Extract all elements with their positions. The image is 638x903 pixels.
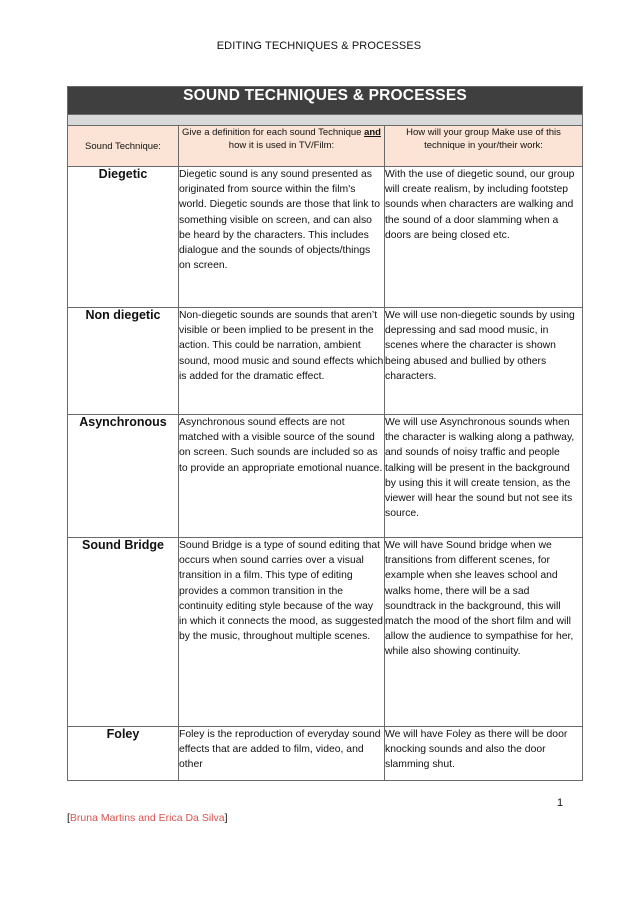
technique-name: Asynchronous: [68, 415, 179, 538]
technique-name: Sound Bridge: [68, 538, 179, 727]
technique-name: Diegetic: [68, 167, 179, 308]
technique-usage: We will use non-diegetic sounds by using depressing and sad mood music, in scenes where the character is shown being abused and bullied by others characters.: [385, 308, 583, 415]
table-spacer-row: [68, 115, 583, 126]
table-row: [68, 415, 583, 538]
table-row: [68, 727, 583, 781]
table-title-row: [68, 87, 583, 115]
technique-usage: We will use Asynchronous sounds when the character is walking along a pathway, and sounds of noisy traffic and people talking will be present in the background by using this it will create tension, as the viewer will hear the sound but not see its source.: [385, 415, 583, 538]
sound-techniques-table: [67, 86, 583, 781]
header-definition-and: and: [364, 127, 381, 138]
table-row: [68, 538, 583, 727]
header-definition-before: Give a definition for each sound Technique: [182, 127, 365, 138]
author-names: Bruna Martins and Erica Da Silva: [69, 812, 225, 824]
footer-bracket-close: ]: [224, 812, 228, 824]
header-definition-after: how it is used in TV/Film:: [228, 140, 335, 151]
column-header-row: [68, 126, 583, 167]
table-row: [68, 167, 583, 308]
technique-usage: We will have Sound bridge when we transitions from different scenes, for example when she leaves school and walks home, there will be a sad soundtrack in the background, this will match the mood of the short film and will allow the audience to sympathise for her, while also showing continuity.: [385, 538, 583, 727]
technique-name: Foley: [68, 727, 179, 781]
table-title: SOUND TECHNIQUES & PROCESSES: [68, 87, 583, 115]
page-number: 1: [557, 797, 564, 809]
footer-authors: [67, 812, 228, 824]
technique-name: Non diegetic: [68, 308, 179, 415]
technique-definition: Foley is the reproduction of everyday sound effects that are added to film, video, and other: [179, 727, 385, 781]
header-usage: How will your group Make use of this technique in your/their work:: [385, 126, 583, 167]
technique-usage: We will have Foley as there will be door knocking sounds and also the door slamming shut.: [385, 727, 583, 781]
technique-usage: With the use of diegetic sound, our group will create realism, by including footstep sounds when characters are walking and the sound of a door slamming when a doors are being closed etc.: [385, 167, 583, 308]
technique-definition: Diegetic sound is any sound presented as originated from source within the film's world. Diegetic sounds are those that link to something visible on screen, and can also be heard by the characters. This includes dialogue and the sounds of objects/things on screen.: [179, 167, 385, 308]
header-technique: Sound Technique:: [68, 126, 179, 167]
footer-bracket-open: [: [67, 812, 70, 824]
header-definition: [179, 126, 385, 167]
technique-definition: Sound Bridge is a type of sound editing that occurs when sound carries over a visual transition in a film. This type of editing provides a common transition in the continuity editing style because of the way in which it connects the mood, as suggested by the music, throughout multiple scenes.: [179, 538, 385, 727]
table-row: [68, 308, 583, 415]
page-header: EDITING TECHNIQUES & PROCESSES: [216, 40, 422, 52]
spacer-cell: [68, 115, 583, 126]
technique-definition: Non-diegetic sounds are sounds that aren’t visible or been implied to be present in the action. This could be narration, ambient sound, mood music and sound effects which is added for the dramatic effect.: [179, 308, 385, 415]
technique-definition: Asynchronous sound effects are not matched with a visible source of the sound on screen. Such sounds are included so as to provide an appropriate emotional nuance.: [179, 415, 385, 538]
